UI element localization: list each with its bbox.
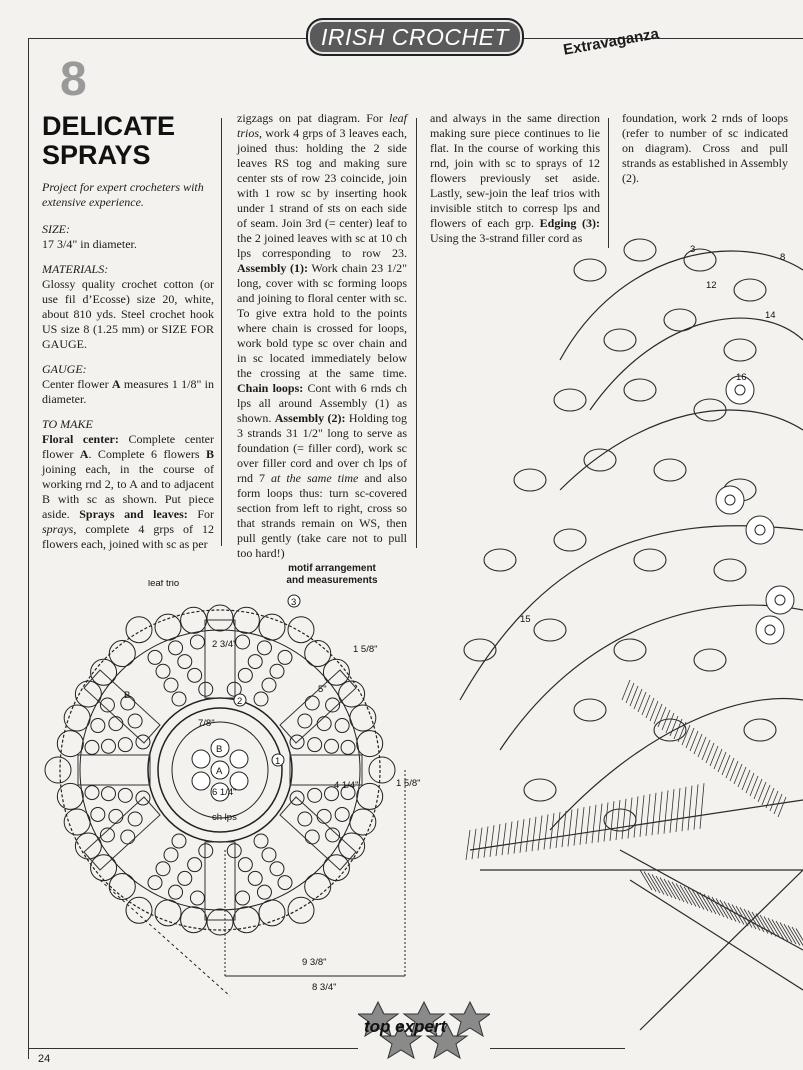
leaf-stitch [568, 810, 572, 847]
lobe [126, 617, 152, 643]
column-2 [237, 111, 407, 561]
to-make-label: TO MAKE [42, 417, 93, 431]
leaf-stitch [556, 812, 560, 848]
ring [188, 858, 202, 872]
ring [248, 871, 262, 885]
ring [164, 678, 178, 692]
leaf-stitch [688, 786, 692, 831]
lobe [57, 731, 83, 757]
leaf-stitch [696, 891, 708, 911]
lobe [109, 641, 135, 667]
leaf-stitch [676, 788, 680, 832]
ring [262, 848, 276, 862]
chart-flowers [716, 376, 794, 644]
loop [584, 449, 616, 471]
loop [664, 309, 696, 331]
loop [654, 459, 686, 481]
ring [254, 834, 268, 848]
ring [169, 885, 183, 899]
ring [101, 739, 115, 753]
loop [574, 259, 606, 281]
ring [101, 787, 115, 801]
leaf-stitch [760, 915, 772, 935]
leaf-stitch [780, 923, 792, 943]
svg-text:2: 2 [237, 696, 243, 707]
flower-b-label: B [216, 744, 223, 755]
marker-3 [288, 595, 300, 608]
chart-label-12: 12 [706, 280, 717, 291]
leaf-stitch [704, 894, 716, 914]
ring [199, 682, 213, 696]
ring [278, 876, 292, 890]
top-expert-logo [358, 1000, 490, 1062]
loop [484, 549, 516, 571]
leaf-stitch [622, 799, 626, 839]
leaf-stitch [526, 818, 530, 852]
ring [254, 692, 268, 706]
ring [248, 655, 262, 669]
ring [85, 786, 99, 800]
lobe [57, 783, 83, 809]
lobe [109, 873, 135, 899]
leaf-stitch [728, 903, 740, 923]
ring [270, 664, 284, 678]
stitch-chart [440, 230, 803, 1050]
ring [156, 862, 170, 876]
loop [514, 469, 546, 491]
measure-1-5-8-top: 1 5/8" [353, 644, 378, 655]
leaf-stitch [684, 887, 696, 907]
lobe [288, 617, 314, 643]
column-1 [42, 222, 214, 552]
leaf-stitch [610, 801, 614, 841]
section-label: Extravaganza [562, 25, 661, 59]
leaf-stitch [520, 819, 524, 853]
ring [148, 876, 162, 890]
project-subtitle: Project for expert crocheters with extensive experience. [42, 180, 204, 209]
column-4-text: foundation, work 2 rnds of loops (refer to number of sc indicated on diagram). Cross and pull strands as established in Assembly (2). [622, 111, 788, 185]
loop [714, 559, 746, 581]
footer-rule [28, 1048, 358, 1049]
motif-diagram [40, 580, 440, 1000]
ring [238, 668, 252, 682]
leaf-stitch [656, 876, 668, 896]
leaf-stitch [724, 902, 736, 922]
to-make-text: Floral center: Complete center flower A. Complete 6 flowers B joining each, in the course of working rnd 2, to A and to adjacent B with sc as shown. Put piece aside. Sprays and leaves: For sprays, complete 4 grps of 12 flowers each, joined with sc as per [42, 432, 215, 551]
leaf-stitch [598, 804, 602, 843]
footer-rule [490, 1048, 625, 1049]
chart-flower-center [735, 385, 745, 395]
ring [128, 812, 142, 826]
ring [128, 714, 142, 728]
ring [172, 692, 186, 706]
lobe [181, 907, 207, 933]
ring [178, 655, 192, 669]
chart-label-14: 14 [765, 310, 776, 321]
leaf-stitch [514, 820, 518, 853]
leaf-stitch [644, 872, 656, 892]
loop [554, 389, 586, 411]
leaf-stitch [532, 817, 536, 851]
loop [744, 719, 776, 741]
leaf-stitch [668, 881, 680, 901]
ring [190, 891, 204, 905]
ring [236, 891, 250, 905]
chart-label-15: 15 [520, 614, 531, 625]
leaf-stitch [652, 875, 664, 895]
lobe [357, 731, 383, 757]
ring [164, 848, 178, 862]
lobe [369, 757, 395, 783]
diagram-title: motif arrangement and measurements [286, 563, 378, 586]
size-label: SIZE: [42, 222, 70, 236]
ring [118, 738, 132, 752]
leaf-stitch [712, 897, 724, 917]
flower-b-outer-label: B [124, 690, 131, 701]
leaf-stitch [574, 808, 578, 845]
marker-2 [234, 694, 246, 707]
leaf-trio-label: leaf trio [148, 580, 180, 589]
loop [464, 639, 496, 661]
leaf-stitch [660, 878, 672, 898]
leaf-stitch [756, 914, 768, 934]
chart-flower-center [775, 595, 785, 605]
column-divider [221, 118, 222, 546]
loop [624, 239, 656, 261]
flower-a-label: A [216, 766, 223, 777]
chart-label-16: 16 [736, 372, 747, 383]
column-3-text: and always in the same direction making sure piece continues to lie flat. In the course of working this rnd, join with sc to sprays of 12 flowers previously set aside. Lastly, sew-join the leaf trios with invisible stitch to corresp lps and flowers of each grp. Edging (3): Using the 3-strand filler cord as [430, 111, 600, 245]
ring [227, 844, 241, 858]
materials-value: Glossy quality crochet cotton (or use fil d’Ecosse) size 20, white, about 810 yds. Steel crochet hook US size 8 (1.25 mm) or SIZE FOR GAUGE. [42, 277, 214, 351]
ring [199, 844, 213, 858]
ring [325, 739, 339, 753]
ring [91, 719, 105, 733]
ring [317, 717, 331, 731]
ring [335, 719, 349, 733]
svg-text:1: 1 [275, 756, 281, 767]
measure-1-5-8-right: 1 5/8" [396, 778, 421, 789]
lobe [305, 641, 331, 667]
lobe [45, 757, 71, 783]
ring [156, 664, 170, 678]
leaf-stitch [732, 905, 744, 925]
loop [634, 549, 666, 571]
ring [109, 809, 123, 823]
chart-label-3: 3 [690, 244, 696, 255]
ring [308, 788, 322, 802]
measure-8-3-4: 8 3/4" [312, 982, 337, 993]
ring [85, 740, 99, 754]
leaf-stitch [580, 807, 584, 845]
leaf-stitch [502, 823, 506, 855]
leaf-stitch [664, 879, 676, 899]
leaf-stitch [768, 918, 780, 938]
loop [684, 249, 716, 271]
loop [624, 379, 656, 401]
ring [341, 740, 355, 754]
column-divider [608, 118, 609, 248]
measure-4-1-4: 4 1/4" [334, 780, 359, 791]
materials-label: MATERIALS: [42, 262, 109, 276]
loop [734, 279, 766, 301]
loop [524, 779, 556, 801]
ring [121, 830, 135, 844]
lobe [288, 897, 314, 923]
ring [305, 696, 319, 710]
leaf-stitch [682, 787, 686, 831]
measure-9-3-8: 9 3/8" [302, 957, 327, 968]
leaf-stitch [550, 813, 554, 849]
lobe [126, 897, 152, 923]
leaf-stitch [658, 792, 662, 835]
leaf-stitch [478, 828, 482, 859]
ring [172, 834, 186, 848]
leaf-stitch [694, 784, 698, 829]
project-title: DELICATE SPRAYS [42, 111, 175, 170]
ring [278, 650, 292, 664]
svg-text:top expert: top expert [364, 1017, 447, 1036]
leaf-stitch [700, 783, 704, 829]
column-divider [416, 118, 417, 548]
banner-text: IRISH CROCHET [321, 24, 509, 50]
section-banner [306, 18, 524, 56]
ring [190, 635, 204, 649]
ring [148, 650, 162, 664]
chart-flower-center [725, 495, 735, 505]
chart-loops [464, 239, 776, 831]
size-value: 17 3/4" in diameter. [42, 237, 137, 251]
ring [317, 809, 331, 823]
project-number: 8 [60, 53, 87, 106]
chart-label-8: 8 [780, 252, 786, 263]
ring [298, 714, 312, 728]
leaf-stitch [544, 814, 548, 849]
leaf-stitch [472, 829, 476, 859]
leaf-stitch [708, 896, 720, 916]
loop [534, 619, 566, 641]
leaf-stitch [634, 796, 638, 837]
leaf-stitch [484, 826, 488, 857]
leaf-stitch [648, 873, 660, 893]
ring [91, 807, 105, 821]
measure-5: 5" [318, 684, 327, 695]
chart-flower-center [755, 525, 765, 535]
leaf-stitch [652, 793, 656, 835]
loop [604, 329, 636, 351]
leaf-stitch [764, 917, 776, 937]
measure-2-3-4: 2 3/4" [212, 639, 237, 650]
leaf-stitch [628, 798, 632, 839]
ring [308, 738, 322, 752]
loop [614, 639, 646, 661]
ring [335, 807, 349, 821]
lobe [233, 907, 259, 933]
leaf-stitch [592, 805, 596, 843]
ring [298, 812, 312, 826]
leaf-stitch [616, 800, 620, 840]
leaf-stitch [672, 882, 684, 902]
loop [574, 699, 606, 721]
ring [118, 788, 132, 802]
lobe [305, 873, 331, 899]
leaf-stitch [736, 906, 748, 926]
ring [257, 641, 271, 655]
svg-text:3: 3 [291, 597, 297, 608]
ring [262, 678, 276, 692]
lobe [357, 783, 383, 809]
leaf-stitch [640, 795, 644, 837]
ring [236, 635, 250, 649]
leaf-stitch [664, 790, 668, 833]
ring [270, 862, 284, 876]
leaf-stitch [700, 893, 712, 913]
loop [554, 529, 586, 551]
leaf-stitch [796, 929, 803, 949]
column-4 [622, 111, 788, 186]
ring [305, 830, 319, 844]
lobe [181, 607, 207, 633]
lobe [233, 607, 259, 633]
leaf-stitch [646, 794, 650, 836]
loop [694, 649, 726, 671]
measure-6-1-4: 6 1/4" [212, 787, 237, 798]
leaf-stitch [586, 806, 590, 844]
leaf-stitch [466, 830, 470, 860]
measure-7-8: 7/8" [198, 718, 215, 729]
leaf-stitch [740, 908, 752, 928]
ch-lps-label: ch lps [212, 812, 237, 823]
ring [178, 871, 192, 885]
ring [257, 885, 271, 899]
ring [238, 858, 252, 872]
loop [724, 339, 756, 361]
leaf-stitch [496, 824, 500, 856]
leaf-stitch [670, 789, 674, 833]
leaf-stitch [538, 816, 542, 851]
ring [109, 717, 123, 731]
leaf-stitch [508, 822, 512, 855]
gauge-value: Center flower A measures 1 1/8" in diameter. [42, 377, 214, 406]
gauge-label: GAUGE: [42, 362, 87, 376]
page-number: 24 [38, 1053, 51, 1065]
lobe [207, 909, 233, 935]
column-2-text: zigzags on pat diagram. For leaf trios, work 4 grps of 3 leaves each, joined thus: holding the 2 side leaves RS tog and making sure center sts of row 23 coincide, join with 1 row sc by inserting hook under 1 strand of sts on each side of seam. Join 3rd (= center) leaf to the 2 joined leaves with sc at 10 ch lps corresponding to row 23. Assembly (1): Work chain 23 1/2" long, cover with sc forming loops and joining to floral center with sc. To give extra hold to the points where chain is crossed for loops, work bold type sc over chain and in sc located immediately below the crossing at the same time. Chain loops: Cont with 6 rnds ch lps all around Assembly (1) as shown. Assembly (2): Holding tog 3 strands 31 1/2" long to serve as foundation (= filler cord), work sc over filler cord and over ch lps of rnd 7 at the same time and also form loops thus: turn sc-covered section from left to right, cross so that strands remain on WS, then pull gently (take care not to pull too hard!) [237, 111, 408, 560]
column-3 [430, 111, 600, 246]
leaf-stitch [490, 825, 494, 857]
ring [169, 641, 183, 655]
ring [188, 668, 202, 682]
chart-flower-center [765, 625, 775, 635]
lobe [207, 605, 233, 631]
